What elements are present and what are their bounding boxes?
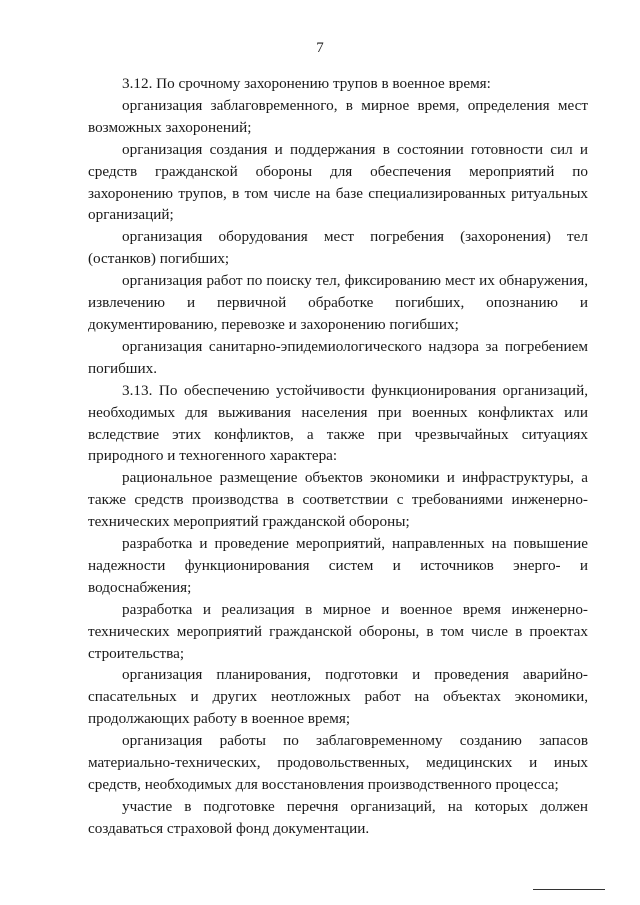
section-3-12-heading: 3.12. По срочному захоронению трупов в военное время: — [122, 75, 491, 92]
document-body — [88, 73, 588, 840]
list-item: участие в подготовке перечня организаций, на которых должен создаваться страховой фонд документации. — [88, 797, 588, 837]
list-item: организация оборудования мест погребения (захоронения) тел (останков) погибших; — [88, 228, 588, 268]
section-3-13-heading: 3.13. По обеспечению устойчивости функционирования организаций, необходимых для выживания населения при военных конфликтах или вследствие этих конфликтов, а также при чрезвычайных ситуациях природного и техногенного характера: — [88, 381, 588, 465]
list-item: организация работы по заблаговременному созданию запасов материально-технических, продовольственных, медицинских и иных средств, необходимых для восстановления производственного процесса; — [88, 732, 588, 793]
page-number: 7 — [316, 40, 324, 56]
list-item: организация планирования, подготовки и проведения аварийно-спасательных и других неотложных работ на объектах экономики, продолжающих работу в военное время; — [88, 666, 588, 728]
list-item: организация заблаговременного, в мирное время, определения мест возможных захоронений; — [88, 96, 588, 136]
list-item: разработка и проведение мероприятий, направленных на повышение надежности функционирования систем и источников энерго- и водоснабжения; — [88, 535, 588, 596]
list-item: организация работ по поиску тел, фиксированию мест их обнаружения, извлечению и первичной обработке погибших, опознанию и документированию, перевозке и захоронению погибших; — [88, 272, 588, 333]
list-item: рациональное размещение объектов экономики и инфраструктуры, а также средств производства в соответствии с требованиями инженерно-технических мероприятий гражданской обороны; — [88, 469, 588, 531]
list-item: организация санитарно-эпидемиологического надзора за погребением погибших. — [88, 337, 588, 377]
list-item: разработка и реализация в мирное и военное время инженерно-технических мероприятий гражданской обороны, в том числе в проектах строительства; — [88, 600, 588, 662]
footer-rule — [533, 889, 605, 890]
list-item: организация создания и поддержания в состоянии готовности сил и средств гражданской обороны для обеспечения мероприятий по захоронению трупов, в том числе на базе специализированных ритуальных организаций; — [88, 140, 588, 224]
